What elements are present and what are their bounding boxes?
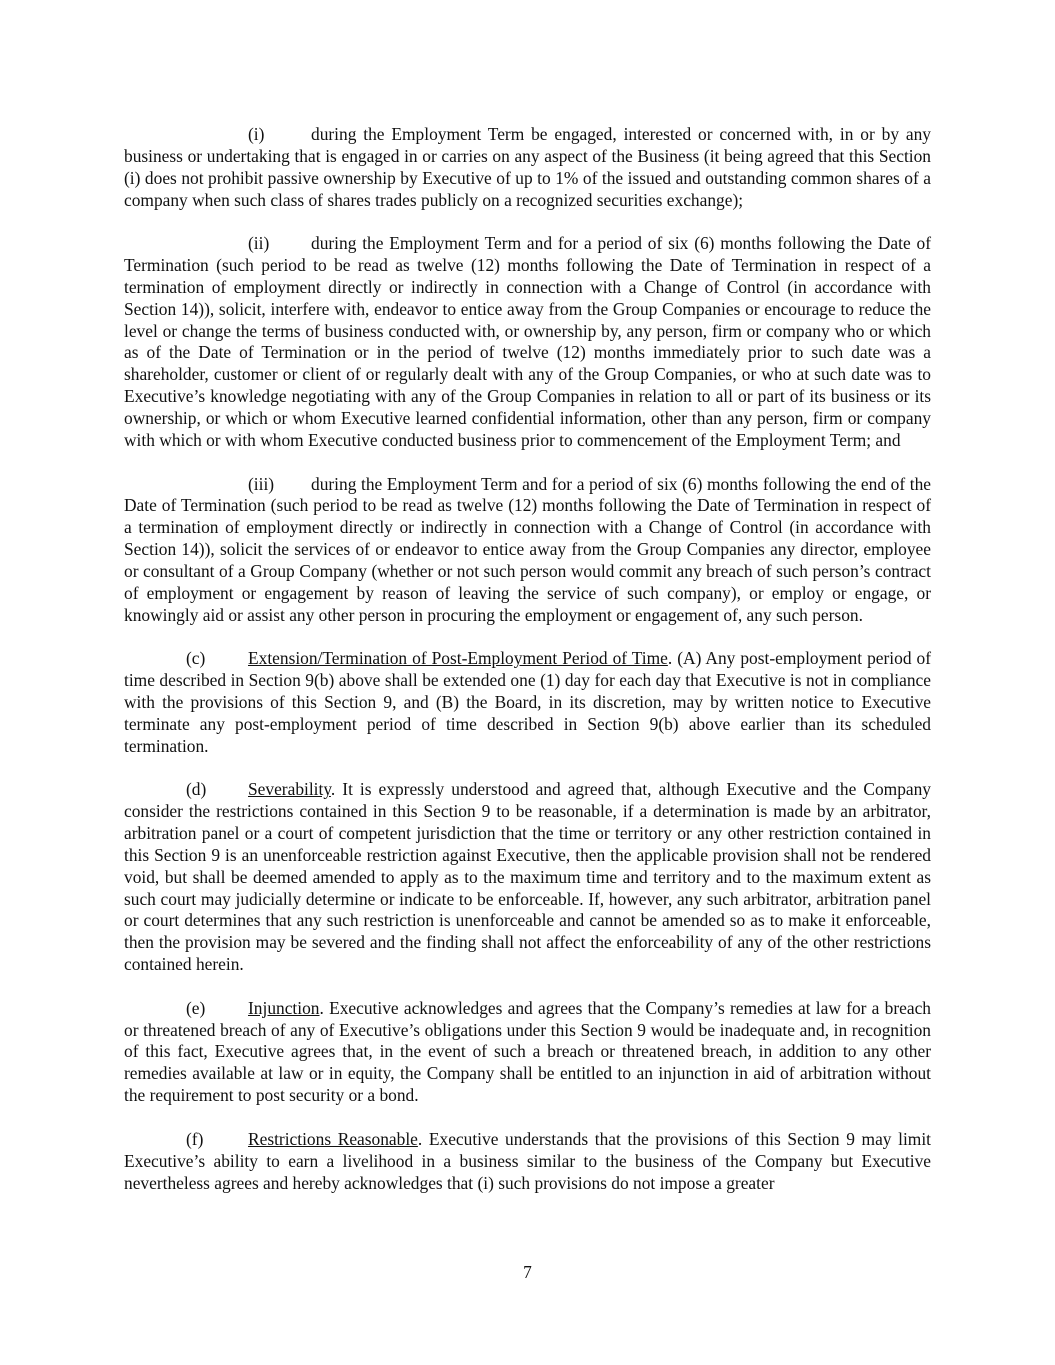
clause-number: (ii) [248, 233, 270, 254]
clause-text: . Executive acknowledges and agrees that the Company’s remedies at law for a breach or threatened breach of any of Executive’s obligations under this Section 9 would be inadequate and, in recognition of this fact, Executive agrees that, in the event of such a breach or threatened breach, in addition to any other remedies available at law or in equity, the Company shall be entitled to an injunction in aid of arbitration without the requirement to post security or a bond. [124, 997, 931, 1106]
clause-text: during the Employment Term and for a period of six (6) months following the end of the Date of Termination (such period to be read as twelve (12) months following the Date of Termination in respect of a termination of employment directly or indirectly in connection with a Change of Control (in accordance with Section 14)), solicit the services of or endeavor to entice away from the Group Companies any director, employee or consultant of a Group Company (whether or not such person would commit any breach of such person’s contract of employment or engagement by reason of leaving the service of such company), or employ or engage, or knowingly aid or assist any other person in procuring the employment or engagement of, any such person. [124, 473, 931, 625]
paragraph-c [124, 648, 931, 757]
page-number: 7 [523, 1262, 532, 1282]
clause-number: (iii) [248, 473, 275, 494]
paragraph-i [124, 124, 931, 211]
clause-text: during the Employment Term and for a period of six (6) months following the Date of Termination (such period to be read as twelve (12) months following the Date of Termination in respect of a termination of employment directly or indirectly in connection with a Change of Control (in accordance with Section 14)), solicit, interfere with, endeavor to entice away from the Group Companies or encourage to reduce the level or change the terms of business conducted with, or ownership by, any person, firm or company who or which as of the Date of Termination or in the period of twelve (12) months immediately prior to such date was a shareholder, customer or client of or regularly dealt with any of the Group Companies, or who at such date was to Executive’s knowledge negotiating with any of the Group Companies in relation to all or part of its business or its ownership, or which or whom Executive learned confidential information, other than any person, firm or company with which or with whom Executive conducted business prior to commencement of the Employment Term; and [124, 233, 931, 450]
clause-number: (i) [248, 124, 265, 144]
clause-number: (c) [186, 648, 206, 669]
clause-text: . (A) Any post-employment period of time described in Section 9(b) above shall be extended one (1) day for each day that Executive is not in compliance with the provisions of this Section 9, and (B) the Board, in its discretion, may by written notice to Executive terminate any post-employment period of time described in Section 9(b) above earlier than its scheduled termination. [124, 648, 931, 756]
clause-heading: Restrictions Reasonable [248, 1128, 418, 1149]
paragraph-e [124, 998, 931, 1107]
clause-heading: Severability [248, 779, 331, 800]
clause-number: (f) [186, 1128, 204, 1149]
paragraph-f [124, 1129, 931, 1195]
clause-heading: Extension/Termination of Post-Employment Period of Time [248, 648, 668, 669]
clause-text: . It is expressly understood and agreed that, although Executive and the Company consider the restrictions contained in this Section 9 to be reasonable, if a determination is made by an arbitrator, arbitration panel or a court of competent jurisdiction that the time or territory or any other restriction contained in this Section 9 is an unenforceable restriction against Executive, then the applicable provision shall not be rendered void, but shall be deemed amended to apply as to the maximum time and territory and to the maximum extent as such court may judicially determine or indicate to be enforceable. If, however, any such arbitrator, arbitration panel or court determines that any such restriction is unenforceable and cannot be amended so as to make it enforceable, then the provision may be severed and the finding shall not affect the enforceability of any of the other restrictions contained herein. [124, 779, 931, 975]
paragraph-iii [124, 474, 931, 627]
paragraph-ii [124, 233, 931, 451]
clause-text: . Executive understands that the provisions of this Section 9 may limit Executive’s ability to earn a livelihood in a business similar to the business of the Company but Executive nevertheless agrees and hereby acknowledges that (i) such provisions do not impose a greater [124, 1128, 931, 1193]
paragraph-d [124, 779, 931, 976]
clause-text: during the Employment Term be engaged, interested or concerned with, in or by any business or undertaking that is engaged in or carries on any aspect of the Business (it being agreed that this Section (i) does not prohibit passive ownership by Executive of up to 1% of the issued and outstanding common shares of a company when such class of shares trades publicly on a recognized securities exchange); [124, 124, 931, 210]
clause-number: (e) [186, 997, 206, 1018]
document-body [124, 124, 931, 1194]
clause-heading: Injunction [248, 997, 320, 1018]
clause-number: (d) [186, 779, 207, 800]
